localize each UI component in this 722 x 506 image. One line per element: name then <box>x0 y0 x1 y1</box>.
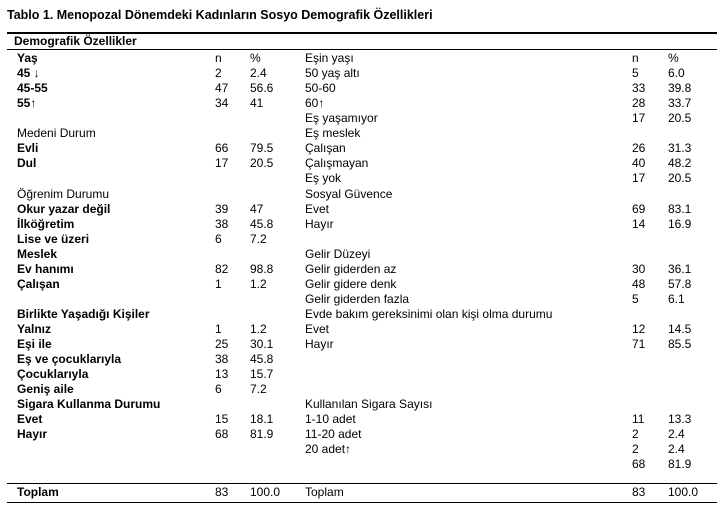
right-n: 69 <box>632 201 646 216</box>
right-percent: 81.9 <box>668 457 692 472</box>
left-percent: 1.2 <box>250 321 267 336</box>
left-percent: 7.2 <box>250 382 267 397</box>
right-label: Gelir Düzeyi <box>305 246 371 261</box>
left-label: Evli <box>17 141 39 156</box>
table-row <box>0 397 722 412</box>
left-label: 45 ↓ <box>17 66 40 80</box>
left-label: 45-55 <box>17 81 48 96</box>
right-label: Eşin yaşı <box>305 51 354 65</box>
left-percent: 45.8 <box>250 352 274 366</box>
total-right-n: 83 <box>632 485 646 499</box>
left-percent: % <box>250 51 261 65</box>
right-label: Sosyal Güvence <box>305 186 393 201</box>
right-label: 20 adet↑ <box>305 442 352 457</box>
right-percent: 16.9 <box>668 216 692 231</box>
right-label: Çalışmayan <box>305 156 369 171</box>
right-percent: 20.5 <box>668 171 692 186</box>
right-percent: 2.4 <box>668 442 685 457</box>
right-label: Kullanılan Sigara Sayısı <box>305 397 433 412</box>
total-right-percent: 100.0 <box>668 485 699 499</box>
right-percent: 33.7 <box>668 96 692 111</box>
right-n: 68 <box>632 457 646 472</box>
left-n: n <box>215 51 222 65</box>
table-row <box>0 457 722 472</box>
table-row <box>0 126 722 141</box>
right-label: Hayır <box>305 216 334 231</box>
left-percent: 15.7 <box>250 367 274 382</box>
left-label: Ev hanımı <box>17 261 74 276</box>
left-label: Yalnız <box>17 321 52 336</box>
left-label: Çalışan <box>17 276 60 291</box>
left-n: 17 <box>215 156 229 171</box>
table-row <box>0 51 722 66</box>
left-n: 6 <box>215 382 222 397</box>
left-label: Sigara Kullanma Durumu <box>17 397 161 412</box>
right-percent: 13.3 <box>668 412 692 427</box>
left-n: 66 <box>215 141 229 156</box>
left-label: Yaş <box>17 51 38 65</box>
left-n: 6 <box>215 231 222 246</box>
table-row <box>0 171 722 186</box>
left-n: 2 <box>215 66 222 80</box>
total-left-label: Toplam <box>17 485 59 499</box>
right-label: Eş yok <box>305 171 342 186</box>
right-n: 14 <box>632 216 646 231</box>
right-label: Eş yaşamıyor <box>305 111 378 126</box>
right-n: 2 <box>632 442 639 457</box>
right-n: 12 <box>632 321 646 336</box>
left-label: Dul <box>17 156 37 171</box>
table-row <box>0 81 722 96</box>
total-row <box>0 485 722 500</box>
left-n: 13 <box>215 367 229 382</box>
total-rule <box>7 483 717 484</box>
table-row <box>0 202 722 217</box>
left-percent: 98.8 <box>250 261 274 276</box>
right-n: 5 <box>632 66 639 80</box>
right-label: 1-10 adet <box>305 412 356 427</box>
right-n: 40 <box>632 156 646 171</box>
left-n: 1 <box>215 276 222 291</box>
left-percent: 2.4 <box>250 66 267 80</box>
right-percent: 48.2 <box>668 156 692 171</box>
right-label: Hayır <box>305 336 334 351</box>
right-label: Gelir giderden fazla <box>305 291 410 306</box>
left-label: Medeni Durum <box>17 126 96 141</box>
right-label: 50 yaş altı <box>305 66 360 80</box>
left-percent: 47 <box>250 201 264 216</box>
right-percent: 57.8 <box>668 276 692 291</box>
right-n: 30 <box>632 261 646 276</box>
table-row <box>0 96 722 111</box>
right-percent: 39.8 <box>668 81 692 96</box>
right-percent: 6.0 <box>668 66 685 80</box>
right-label: Gelir giderden az <box>305 261 397 276</box>
bottom-rule <box>7 502 717 503</box>
right-n: 5 <box>632 291 639 306</box>
header-rule <box>7 49 717 50</box>
total-right-label: Toplam <box>305 485 344 499</box>
left-label: İlköğretim <box>17 216 75 231</box>
left-percent: 18.1 <box>250 412 274 427</box>
right-n: 26 <box>632 141 646 156</box>
left-label: Lise ve üzeri <box>17 231 90 246</box>
table-row <box>0 412 722 427</box>
right-n: 11 <box>632 412 645 427</box>
table-row <box>0 352 722 367</box>
left-n: 38 <box>215 352 229 366</box>
table-title: Tablo 1. Menopozal Dönemdeki Kadınların Sosyo Demografik Özellikleri <box>7 8 433 22</box>
right-n: 48 <box>632 276 646 291</box>
right-n: n <box>632 51 639 65</box>
left-label: Eş ve çocuklarıyla <box>17 352 122 366</box>
table-row <box>0 427 722 442</box>
left-label: Öğrenim Durumu <box>17 186 110 201</box>
left-percent: 1.2 <box>250 276 267 291</box>
right-n: 71 <box>632 336 646 351</box>
right-percent: % <box>668 51 679 65</box>
left-label: 55↑ <box>17 96 37 111</box>
right-label: Gelir gidere denk <box>305 276 397 291</box>
right-label: 60↑ <box>305 96 325 111</box>
table-row <box>0 322 722 337</box>
table-row <box>0 141 722 156</box>
table-row <box>0 247 722 262</box>
left-label: Birlikte Yaşadığı Kişiler <box>17 306 150 321</box>
table-row <box>0 442 722 457</box>
table-row <box>0 292 722 307</box>
total-left-percent: 100.0 <box>250 485 281 499</box>
left-percent: 79.5 <box>250 141 274 156</box>
table-row <box>0 262 722 277</box>
right-label: 11-20 adet <box>305 427 362 442</box>
right-n: 33 <box>632 81 646 96</box>
left-n: 15 <box>215 412 229 427</box>
table-row <box>0 367 722 382</box>
right-label: 50-60 <box>305 81 336 96</box>
table-row <box>0 156 722 171</box>
left-n: 39 <box>215 201 229 216</box>
left-n: 34 <box>215 96 229 111</box>
left-label: Evet <box>17 412 43 427</box>
right-n: 28 <box>632 96 646 111</box>
table-row <box>0 232 722 247</box>
left-percent: 41 <box>250 96 264 111</box>
table-header: Demografik Özellikler <box>14 34 137 48</box>
table-row <box>0 111 722 126</box>
right-label: Çalışan <box>305 141 346 156</box>
right-percent: 31.3 <box>668 141 692 156</box>
table-row <box>0 217 722 232</box>
right-percent: 14.5 <box>668 321 692 336</box>
left-label: Hayır <box>17 427 48 442</box>
left-n: 25 <box>215 336 229 351</box>
left-label: Geniş aile <box>17 382 74 397</box>
left-label: Çocuklarıyla <box>17 367 89 382</box>
left-n: 68 <box>215 427 229 442</box>
left-percent: 7.2 <box>250 231 267 246</box>
table-row <box>0 66 722 81</box>
left-label: Eşi ile <box>17 336 52 351</box>
right-percent: 20.5 <box>668 111 692 126</box>
right-percent: 36.1 <box>668 261 692 276</box>
right-percent: 83.1 <box>668 201 692 216</box>
left-label: Meslek <box>17 246 58 261</box>
right-label: Eş meslek <box>305 126 361 141</box>
table-row <box>0 187 722 202</box>
left-n: 1 <box>215 321 222 336</box>
right-label: Evde bakım gereksinimi olan kişi olma durumu <box>305 306 553 321</box>
right-percent: 2.4 <box>668 427 685 442</box>
left-n: 38 <box>215 216 229 231</box>
right-label: Evet <box>305 321 330 336</box>
left-percent: 56.6 <box>250 81 274 96</box>
left-percent: 81.9 <box>250 427 274 442</box>
left-percent: 30.1 <box>250 336 274 351</box>
left-percent: 20.5 <box>250 156 274 171</box>
right-n: 2 <box>632 427 639 442</box>
left-n: 47 <box>215 81 229 96</box>
right-percent: 6.1 <box>668 291 685 306</box>
table-row <box>0 307 722 322</box>
left-percent: 45.8 <box>250 216 274 231</box>
left-label: Okur yazar değil <box>17 201 111 216</box>
table-row <box>0 337 722 352</box>
right-n: 17 <box>632 171 646 186</box>
left-n: 82 <box>215 261 229 276</box>
right-label: Evet <box>305 201 330 216</box>
table-row <box>0 277 722 292</box>
table-row <box>0 382 722 397</box>
right-n: 17 <box>632 111 646 126</box>
right-percent: 85.5 <box>668 336 692 351</box>
total-left-n: 83 <box>215 485 229 499</box>
